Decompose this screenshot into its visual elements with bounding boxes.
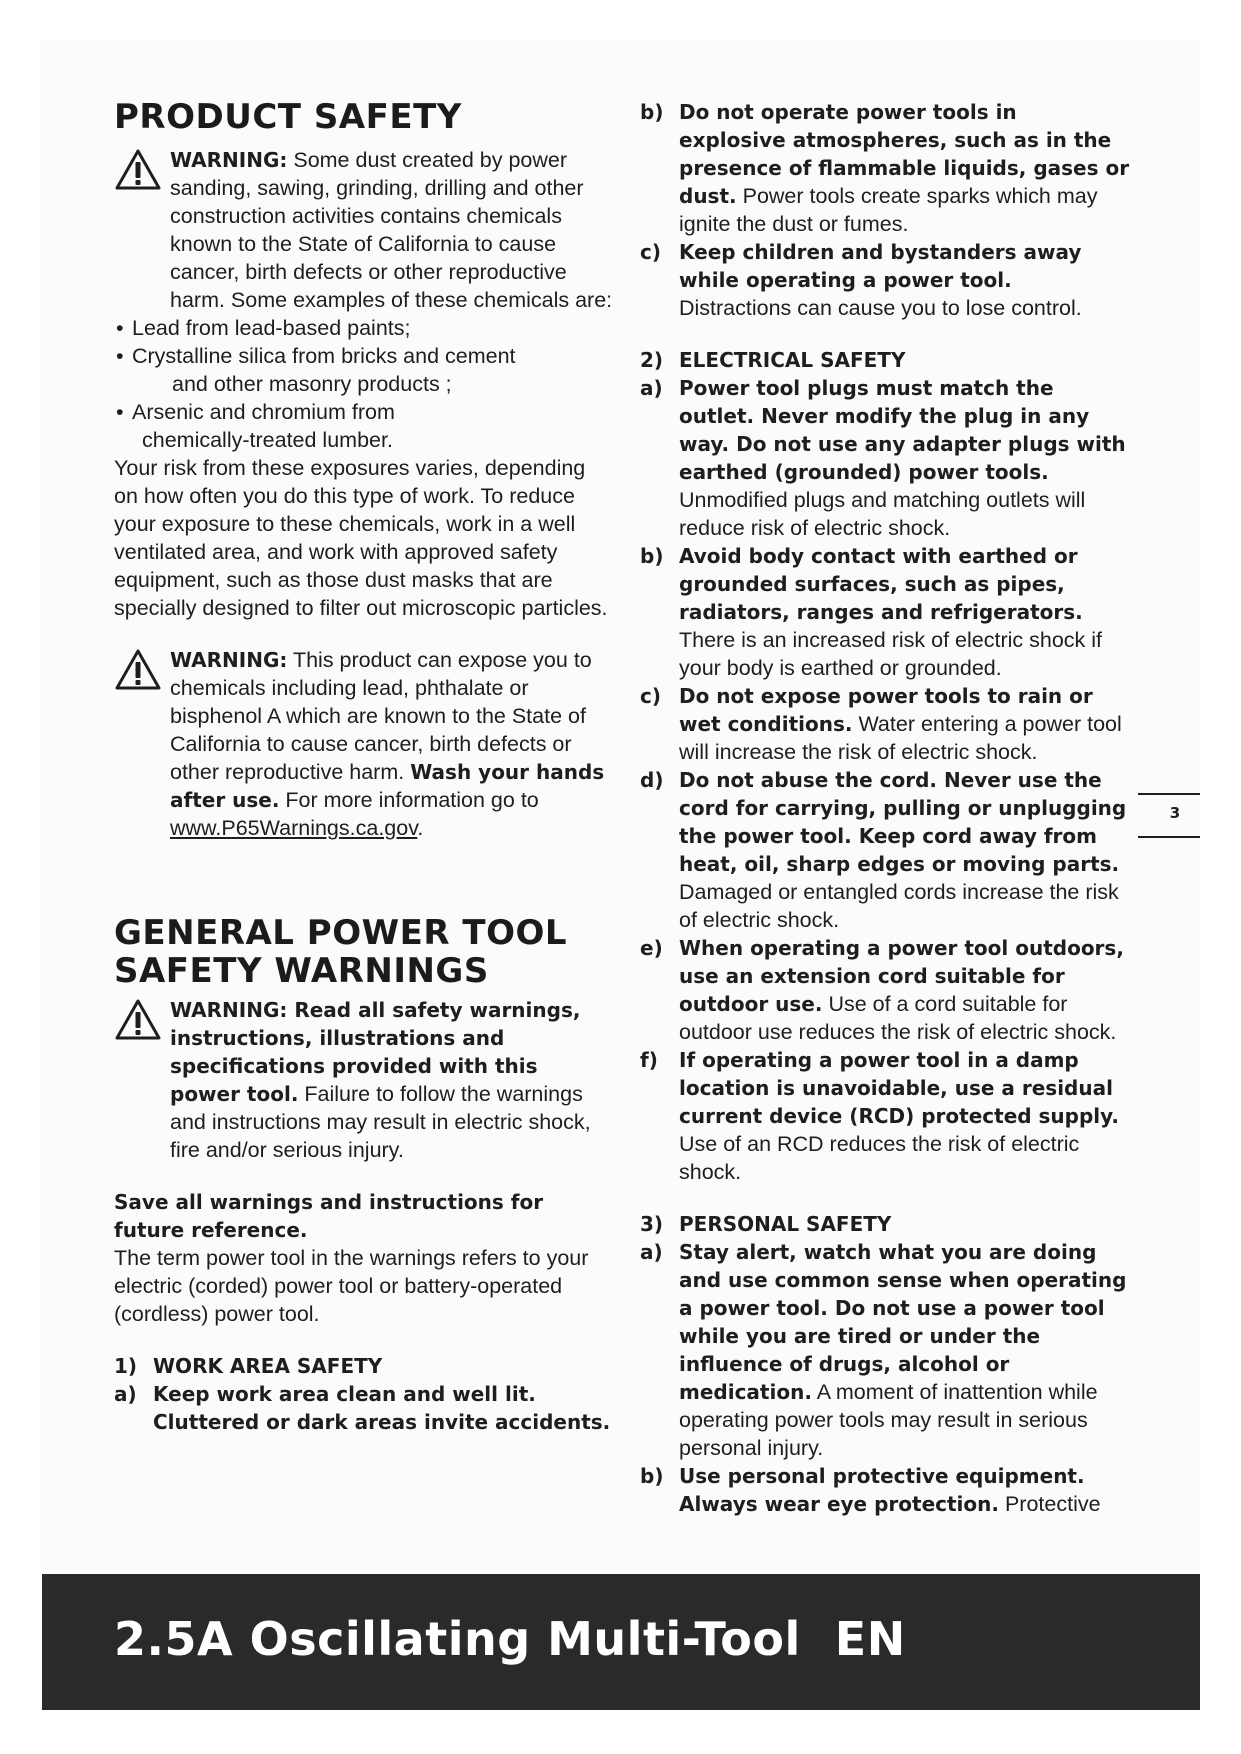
wash-hands-text: Wash your hands after use. (170, 760, 605, 812)
right-column (640, 98, 1130, 1518)
warning-triangle-icon (114, 998, 162, 1042)
exposure-paragraph: Your risk from these exposures varies, depending on how often you do this type of work. To reduce your exposure to these chemicals, work in a well ventilated area, and work with approved safety equipment, such as those dust masks that are specially designed to filter out microscopic particles. (114, 456, 608, 620)
warning-block-general (114, 996, 614, 1164)
list-item (640, 682, 1130, 766)
warning-triangle-icon (114, 648, 162, 692)
item-text: Protective (998, 1492, 1101, 1516)
warning-label: WARNING: (170, 648, 288, 672)
period: . (417, 816, 424, 840)
warning-text: Some dust created by power sanding, sawing, grinding, drilling and other construction activities contains chemicals known to the State of California to cause cancer, birth defects or other reproductive harm. Some examples of these chemicals are: (170, 148, 613, 312)
item-label: a) (640, 376, 663, 400)
footer-title (114, 1612, 906, 1666)
list-item: • Lead from lead-based paints; (114, 314, 614, 342)
item-bold-text: Use personal protective equipment. Always wear eye protection. (679, 1464, 1085, 1516)
item-text: Damaged or entangled cords increase the risk of electric shock. (679, 880, 1119, 932)
footer-banner (42, 1574, 1200, 1710)
product-safety-heading: PRODUCT SAFETY (114, 97, 462, 137)
save-warnings-text: Save all warnings and instructions for future reference. (114, 1190, 544, 1242)
item-label: b) (640, 1464, 664, 1488)
list-item (640, 98, 1130, 238)
item-bold-text: Power tool plugs must match the outlet. Never modify the plug in any way. Do not use any adapter plugs with earthed (grounded) power tools. (679, 376, 1126, 484)
item-bold-text: Do not abuse the cord. Never use the cord for carrying, pulling or unplugging the power tool. Keep cord away from heat, oil, sharp edges or moving parts. (679, 768, 1127, 876)
item-text: A moment of inattention while operating power tools may result in serious personal injury. (679, 1380, 1098, 1460)
item-text: Use of a cord suitable for outdoor use reduces the risk of electric shock. (679, 992, 1117, 1044)
item-label: f) (640, 1048, 658, 1072)
list-item (640, 1238, 1130, 1462)
list-item (640, 238, 1130, 322)
warning-triangle-icon (114, 148, 162, 192)
item-bold-text: If operating a power tool in a damp location is unavoidable, use a residual current device (RCD) protected supply. (679, 1048, 1119, 1128)
page-number-rule-bottom (1138, 836, 1200, 838)
item-bold-text: Keep children and bystanders away while operating a power tool. (679, 240, 1082, 292)
electrical-safety-title: 2) ELECTRICAL SAFETY (640, 348, 906, 372)
list-item (114, 1380, 614, 1436)
item-label: a) (640, 1240, 663, 1264)
language-code: EN (834, 1612, 906, 1666)
p65-warnings-link[interactable]: www.P65Warnings.ca.gov (170, 816, 418, 840)
left-column (114, 98, 614, 1436)
item-text: Distractions can cause you to lose control. (679, 296, 1082, 320)
item-label: b) (640, 544, 664, 568)
product-name: 2.5A Oscillating Multi-Tool (114, 1612, 801, 1666)
item-text: Unmodified plugs and matching outlets will reduce risk of electric shock. (679, 488, 1086, 540)
warning-read-all-text: WARNING: Read all safety warnings, instructions, illustrations and specifications provided with this power tool. (170, 998, 581, 1106)
general-safety-heading: GENERAL POWER TOOL SAFETY WARNINGS (114, 913, 568, 991)
list-item (640, 1462, 1130, 1518)
list-item (640, 1046, 1130, 1186)
personal-safety-title: 3) PERSONAL SAFETY (640, 1212, 892, 1236)
item-label: c) (640, 684, 661, 708)
power-tool-term-text: The term power tool in the warnings refers to your electric (corded) power tool or battery-operated (cordless) power tool. (114, 1246, 589, 1326)
item-bold-text: Avoid body contact with earthed or grounded surfaces, such as pipes, radiators, ranges and refrigerators. (679, 544, 1083, 624)
warning-text: This product can expose you to chemicals including lead, phthalate or bisphenol A which are known to the State of California to cause cancer, birth defects or other reproductive harm. (170, 648, 592, 784)
chemical-examples-list (114, 314, 614, 454)
warning-block-dust (114, 146, 614, 314)
list-item (640, 934, 1130, 1046)
list-item: • Crystalline silica from bricks and cement and other masonry products ; (114, 342, 614, 398)
item-label: e) (640, 936, 663, 960)
item-text: Power tools create sparks which may ignite the dust or fumes. (679, 184, 1098, 236)
item-label: c) (640, 240, 661, 264)
list-item-continuation: chemically-treated lumber. (142, 428, 393, 452)
list-item (640, 542, 1130, 682)
item-text: There is an increased risk of electric shock if your body is earthed or grounded. (679, 628, 1102, 680)
item-bold-text: When operating a power tool outdoors, use an extension cord suitable for outdoor use. (679, 936, 1124, 1016)
item-bold-text: Keep work area clean and well lit. Cluttered or dark areas invite accidents. (153, 1382, 611, 1434)
item-bold-text: Do not expose power tools to rain or wet conditions. (679, 684, 1093, 736)
more-info-text: For more information go to (279, 788, 539, 812)
page-number: 3 (1169, 804, 1181, 822)
work-area-safety-title: 1) WORK AREA SAFETY (114, 1354, 383, 1378)
warning-label: WARNING: (170, 148, 288, 172)
list-item (640, 374, 1130, 542)
item-label: d) (640, 768, 664, 792)
list-item-continuation: and other masonry products ; (172, 372, 452, 396)
item-text: Use of an RCD reduces the risk of electric shock. (679, 1132, 1080, 1184)
item-label: b) (640, 100, 664, 124)
item-text: Water entering a power tool will increase the risk of electric shock. (679, 712, 1122, 764)
item-bold-text: Do not operate power tools in explosive atmospheres, such as in the presence of flammable liquids, gases or dust. (679, 100, 1130, 208)
warning-text: Failure to follow the warnings and instructions may result in electric shock, fire and/or serious injury. (170, 1082, 591, 1162)
warning-block-chemicals (114, 646, 614, 842)
list-item: • Arsenic and chromium from chemically-treated lumber. (114, 398, 614, 454)
item-bold-text: Stay alert, watch what you are doing and use common sense when operating a power tool. Do not use a power tool while you are tired or under the influence of drugs, alcohol or medication. (679, 1240, 1127, 1404)
list-item (640, 766, 1130, 934)
page-number-rule-top (1138, 793, 1200, 795)
item-label: a) (114, 1382, 137, 1406)
